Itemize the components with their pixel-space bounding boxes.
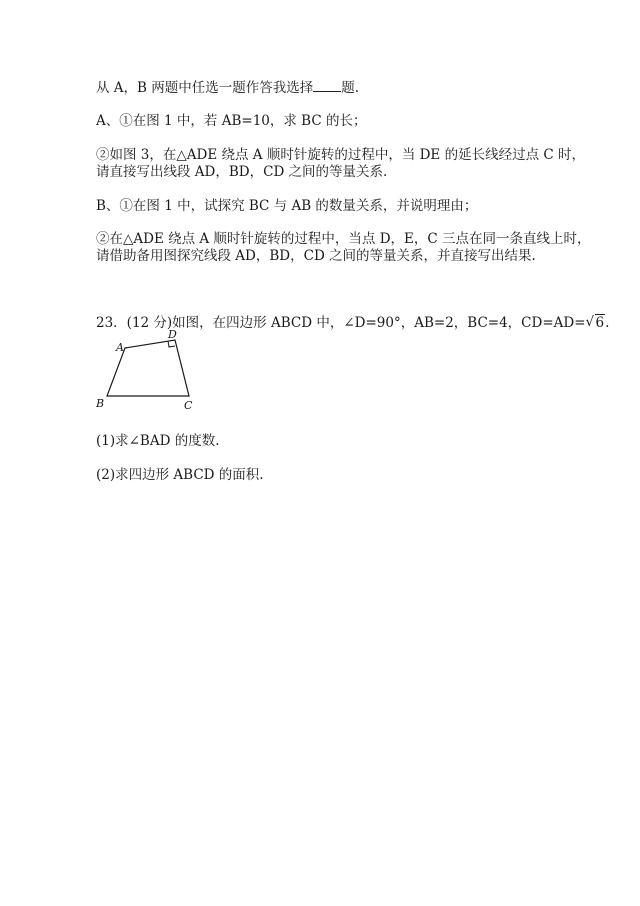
sqrt-expression (586, 315, 606, 331)
part-b-question-1: B、①在图 1 中，试探究 BC 与 AB 的数量关系，并说明理由； (96, 198, 478, 214)
quadrilateral-svg (96, 326, 206, 412)
problem-23-text: 23．(12 分)如图，在四边形 ABCD 中，∠D=90°，AB=2，BC=4，CD=AD= (96, 315, 586, 331)
intro-suffix: 题. (341, 80, 360, 96)
vertex-label-c: C (184, 399, 193, 412)
part-a-question-2-line-2: 请直接写出线段 AD，BD，CD 之间的等量关系. (96, 164, 388, 180)
radical-sign: √ (585, 314, 595, 330)
answer-blank (313, 79, 341, 92)
question-1: (1)求∠BAD 的度数. (96, 433, 220, 449)
part-b-question-2-line-2: 请借助备用图探究线段 AD，BD，CD 之间的等量关系，并直接写出结果. (96, 248, 536, 264)
vertex-label-a: A (116, 341, 124, 354)
question-2: (2)求四边形 ABCD 的面积. (96, 467, 264, 483)
vertex-label-d: D (168, 328, 177, 341)
right-angle-mark (168, 341, 175, 347)
intro-prefix: 从 A，B 两题中任选一题作答我选择 (96, 80, 314, 96)
vertex-label-b: B (96, 397, 105, 410)
quadrilateral-figure (96, 326, 206, 412)
part-b-question-2-line-1: ②在△ADE 绕点 A 顺时针旋转的过程中，当点 D，E，C 三点在同一条直线上时， (96, 231, 591, 247)
part-a-question-2-line-1: ②如图 3，在△ADE 绕点 A 顺时针旋转的过程中，当 DE 的延长线经过点 C 时， (96, 147, 585, 163)
intro-line (96, 79, 359, 96)
part-a-question-1: A、①在图 1 中，若 AB=10，求 BC 的长； (96, 113, 367, 129)
radicand: 6 (595, 315, 605, 331)
problem-23-end: . (605, 315, 610, 331)
